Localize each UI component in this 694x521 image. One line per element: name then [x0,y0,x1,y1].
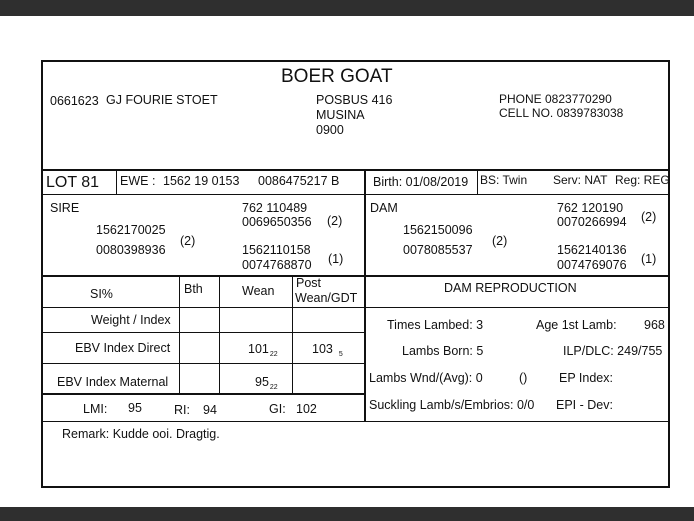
direct-wean-value [248,342,278,362]
rule-col-post [292,275,293,394]
direct-wean-number: 101 [248,342,269,356]
remark: Remark: Kudde ooi. Dragtig. [62,427,220,441]
rule-lot-bottom [41,194,670,195]
ewe-label: EWE : [120,174,156,188]
maternal-wean-value [255,375,278,395]
sire-sire-generation: (2) [327,214,343,228]
sire-dam-id: 1562110158 [242,243,311,257]
dam-sire-generation: (2) [641,210,657,224]
sire-reg: 0080398936 [96,243,166,257]
row-maternal-label: EBV Index Maternal [57,375,169,389]
ewe-registration: 0086475217 B [258,174,340,188]
lambs-weaned-average: () [519,371,528,385]
times-lambed: Times Lambed: 3 [387,318,484,332]
maternal-wean-number: 95 [255,375,269,389]
rule-pedigree-bottom [41,275,670,277]
sire-id: 1562170025 [96,223,166,237]
col-bth-header: Bth [184,282,203,296]
row-direct-label: EBV Index Direct [75,341,171,355]
dam-id: 1562150096 [403,223,473,237]
dam-dam-generation: (1) [641,252,657,266]
suckling-lambs: Suckling Lamb/s/Embrios: 0/0 [369,398,535,412]
dam-sire-id: 762 120190 [557,201,624,215]
address-line-2: MUSINA [316,108,365,122]
row-weight-label: Weight / Index [91,313,171,327]
bottom-bar [0,507,694,521]
phone-number: PHONE 0823770290 [499,92,612,106]
lambs-born: Lambs Born: 5 [402,344,484,358]
col-post-header-line1: Post [296,276,322,290]
sire-label: SIRE [50,201,80,215]
rule-mid-divider [364,169,366,422]
lot-label: LOT 81 [46,174,100,191]
col-wean-header: Wean [242,284,275,298]
age-first-lamb-label: Age 1st Lamb: [536,318,617,332]
service-type: Serv: NAT [553,173,608,187]
sire-sire-reg: 0069650356 [242,215,312,229]
ilp-dlc: ILP/DLC: 249/755 [563,344,663,358]
cell-number: CELL NO. 0839783038 [499,106,624,120]
top-bar [0,0,694,16]
lmi-value: 95 [128,401,142,415]
rule-index-bottom [41,421,670,422]
age-first-lamb-value: 968 [644,318,665,332]
ep-index: EP Index: [559,371,613,385]
breeder-name: GJ FOURIE STOET [106,93,218,107]
rule-birth-divider [477,169,478,195]
direct-post-count: 5 [338,351,343,358]
sire-generation: (2) [180,234,196,248]
lambs-weaned: Lambs Wnd/(Avg): 0 [369,371,483,385]
dam-reg: 0078085537 [403,243,473,257]
rule-maternal-bottom [41,393,365,395]
dam-generation: (2) [492,234,508,248]
rule-col-wean [219,275,220,394]
col-post-header-line2: Wean/GDT [295,291,358,305]
gi-label: GI: [269,402,286,416]
sire-dam-reg: 0074768870 [242,258,312,272]
rule-si-header-bottom [41,307,670,308]
breeder-number: 0661623 [50,94,99,108]
sire-sire-id: 762 110489 [242,201,308,215]
address-line-1: POSBUS 416 [316,93,393,107]
sire-dam-generation: (1) [328,252,344,266]
ri-value: 94 [203,403,217,417]
dam-label: DAM [370,201,398,215]
dam-dam-id: 1562140136 [557,243,627,257]
ri-label: RI: [174,403,190,417]
address-line-3: 0900 [316,123,344,137]
gi-value: 102 [296,402,317,416]
col-si-header: SI% [90,287,113,301]
dam-reproduction-title: DAM REPRODUCTION [444,281,577,295]
ewe-id: 1562 19 0153 [163,174,240,188]
direct-post-value [312,342,343,362]
birth-status: BS: Twin [480,173,528,187]
rule-col-bth [179,275,180,394]
birth-date: Birth: 01/08/2019 [373,175,469,189]
epi-dev: EPI - Dev: [556,398,613,412]
direct-post-number: 103 [312,342,333,356]
lmi-label: LMI: [83,402,108,416]
page-title: BOER GOAT [281,66,393,87]
registration-type: Reg: REG [615,173,670,187]
rule-header-bottom [41,169,670,171]
dam-dam-reg: 0074769076 [557,258,627,272]
rule-direct-bottom [41,363,365,364]
rule-lot-divider [116,169,117,195]
rule-weight-bottom [41,332,365,333]
maternal-wean-count: 22 [269,384,278,391]
dam-sire-reg: 0070266994 [557,215,627,229]
sale-catalogue-card [41,60,670,488]
direct-wean-count: 22 [269,351,278,358]
